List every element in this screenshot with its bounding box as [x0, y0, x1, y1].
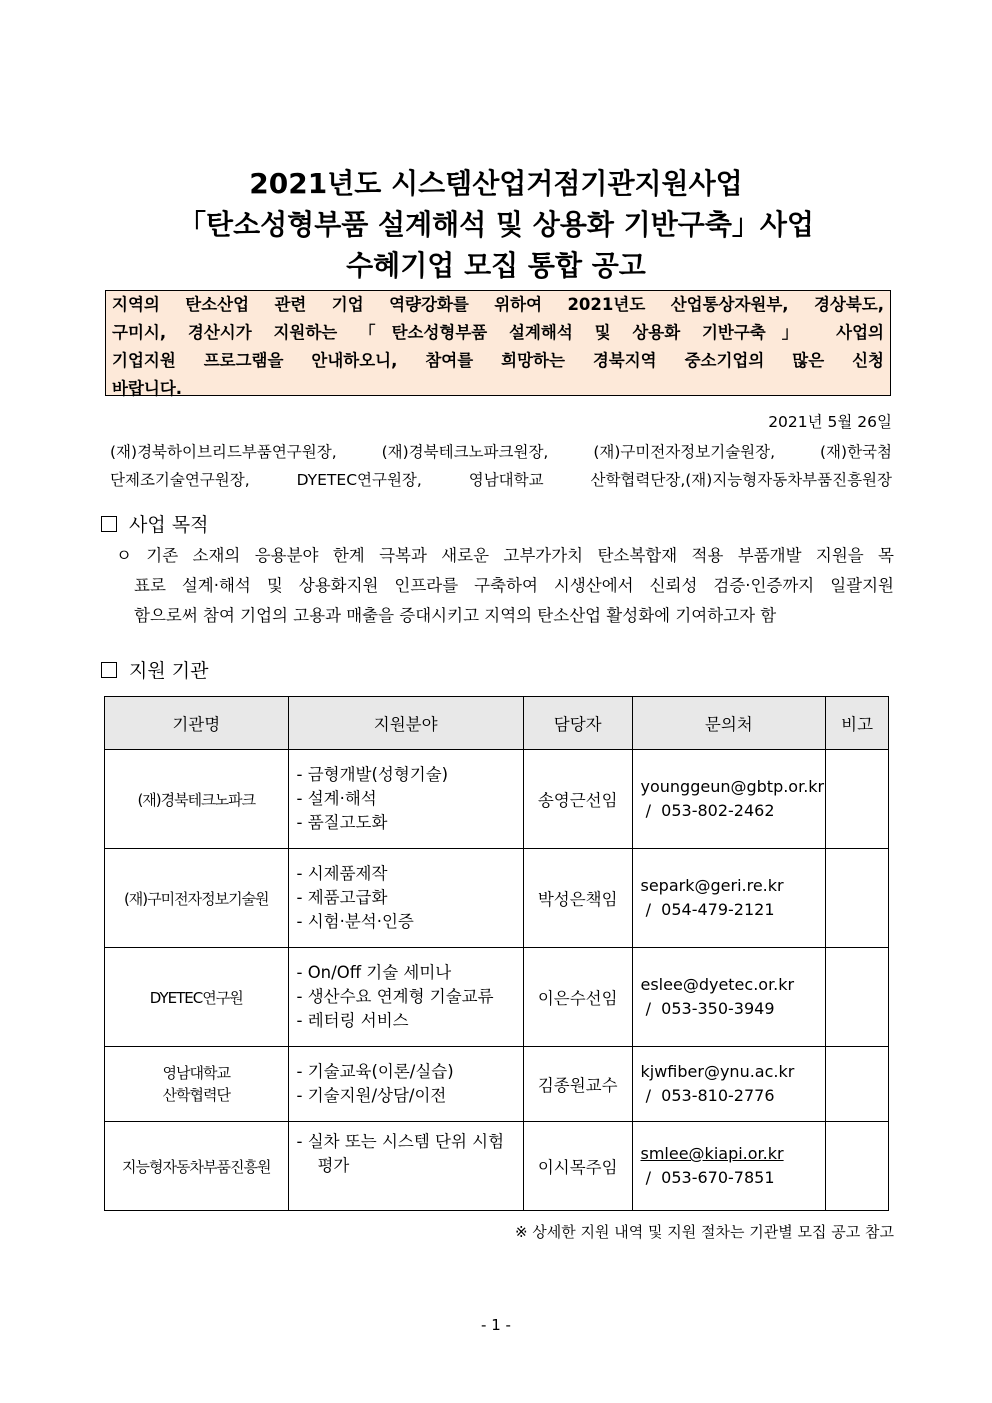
row-contact: [632, 948, 826, 1047]
row-note: [826, 849, 889, 948]
table-header-row: [105, 697, 889, 750]
area-item: - 기술지원/상담/이전: [296, 1086, 447, 1105]
row-note: [826, 948, 889, 1047]
row-areas: [288, 1122, 523, 1211]
section-purpose-title: 사업 목적: [129, 514, 209, 536]
area-item: - 시제품제작: [296, 864, 388, 883]
row-note: [826, 1122, 889, 1211]
intro-line-4: 바랍니다.: [112, 379, 183, 398]
agencies-table: [104, 696, 889, 1211]
row-note: [826, 1047, 889, 1122]
row-org: (재)경북테크노파크: [105, 750, 289, 849]
header-contact: 문의처: [632, 697, 826, 750]
row-manager: 송영근선임: [523, 750, 632, 849]
announcement-date: 2021년 5월 26일: [768, 413, 892, 431]
area-item: - On/Off 기술 세미나: [296, 963, 452, 982]
area-item: - 레터링 서비스: [296, 1011, 409, 1030]
intro-line-2: 구미시, 경산시가 지원하는 「탄소성형부품 설계해석 및 상용화 기반구축」 사업의: [112, 323, 884, 342]
row-areas: [288, 849, 523, 948]
contact-phone: / 053-802-2462: [640, 801, 775, 820]
row-contact: [632, 849, 826, 948]
row-areas: [288, 948, 523, 1047]
title-line-1: 2021년도 시스템산업거점기관지원사업: [249, 167, 743, 200]
purpose-line-2: 표로 설계·해석 및 상용화지원 인프라를 구축하여 시생산에서 신뢰성 검증·인증까지 일괄지원: [134, 576, 894, 595]
header-area: 지원분야: [288, 697, 523, 750]
row-manager: 이시목주임: [523, 1122, 632, 1211]
contact-email: younggeun@gbtp.or.kr: [640, 777, 825, 796]
area-item: - 제품고급화: [296, 888, 388, 907]
row-manager: 박성은책임: [523, 849, 632, 948]
contact-phone: / 054-479-2121: [640, 900, 775, 919]
header-org: 기관명: [105, 697, 289, 750]
row-contact: [632, 1122, 826, 1211]
table-row: [105, 849, 889, 948]
row-manager: 김종원교수: [523, 1047, 632, 1122]
table-row: [105, 1047, 889, 1122]
area-item: 평가: [296, 1156, 350, 1175]
org-name-line-2: 산학협력단: [162, 1086, 230, 1104]
title-line-3: 수혜기업 모집 통합 공고: [346, 249, 646, 282]
table-row: [105, 1122, 889, 1211]
purpose-line-1: ㅇ 기존 소재의 응용분야 한계 극복과 새로운 고부가가치 탄소복합재 적용 부품개발 지원을 목: [116, 546, 894, 565]
section-agencies-heading: [101, 656, 208, 683]
table-row: [105, 948, 889, 1047]
issuing-orgs-line-2: 단제조기술연구원장, DYETEC연구원장, 영남대학교 산학협력단장,(재)지능형자동차부품진흥원장: [110, 471, 892, 489]
section-agencies-title: 지원 기관: [129, 660, 209, 682]
row-contact: [632, 750, 826, 849]
row-note: [826, 750, 889, 849]
title-line-2: 「탄소성형부품 설계해석 및 상용화 기반구축」사업: [178, 208, 814, 241]
contact-email: eslee@dyetec.or.kr: [640, 975, 795, 994]
area-item: - 기술교육(이론/실습): [296, 1062, 454, 1081]
area-item: - 생산수요 연계형 기술교류: [296, 987, 494, 1006]
contact-email: separk@geri.re.kr: [640, 876, 784, 895]
contact-phone: / 053-810-2776: [640, 1086, 775, 1105]
purpose-text: [116, 541, 894, 631]
footnote: ※ 상세한 지원 내역 및 지원 절차는 기관별 모집 공고 참고: [514, 1223, 894, 1241]
checkbox-square-icon: [101, 516, 117, 532]
row-areas: [288, 750, 523, 849]
area-item: - 시험·분석·인증: [296, 912, 414, 931]
area-item: - 품질고도화: [296, 813, 388, 832]
area-item: - 실차 또는 시스템 단위 시험: [296, 1132, 505, 1151]
intro-line-1: 지역의 탄소산업 관련 기업 역량강화를 위하여 2021년도 산업통상자원부, 경상북도,: [112, 295, 884, 314]
contact-phone: / 053-350-3949: [640, 999, 775, 1018]
area-item: - 설계·해석: [296, 789, 377, 808]
row-manager: 이은수선임: [523, 948, 632, 1047]
row-org: [105, 1047, 289, 1122]
row-areas: [288, 1047, 523, 1122]
intro-box: [105, 290, 891, 396]
area-item: - 금형개발(성형기술): [296, 765, 449, 784]
intro-line-3: 기업지원 프로그램을 안내하오니, 참여를 희망하는 경북지역 중소기업의 많은 신청: [112, 351, 884, 370]
table-row: [105, 750, 889, 849]
row-org: (재)구미전자정보기술원: [105, 849, 289, 948]
section-purpose-heading: [101, 510, 208, 537]
purpose-line-3: 함으로써 참여 기업의 고용과 매출을 증대시키고 지역의 탄소산업 활성화에 기여하고자 함: [134, 606, 777, 625]
header-manager: 담당자: [523, 697, 632, 750]
document-title: [0, 163, 992, 286]
issuing-orgs-line-1: (재)경북하이브리드부품연구원장, (재)경북테크노파크원장, (재)구미전자정보기술원장, (재)한국첨: [110, 443, 892, 461]
contact-phone: / 053-670-7851: [640, 1168, 775, 1187]
header-note: 비고: [826, 697, 889, 750]
contact-email: kjwfiber@ynu.ac.kr: [640, 1062, 795, 1081]
contact-email-link[interactable]: smlee@kiapi.or.kr: [640, 1144, 784, 1163]
row-org: DYETEC연구원: [105, 948, 289, 1047]
org-name-line-1: 영남대학교: [162, 1064, 230, 1082]
page-number: - 1 -: [481, 1316, 511, 1334]
row-org: 지능형자동차부품진흥원: [105, 1122, 289, 1211]
checkbox-square-icon: [101, 662, 117, 678]
row-contact: [632, 1047, 826, 1122]
